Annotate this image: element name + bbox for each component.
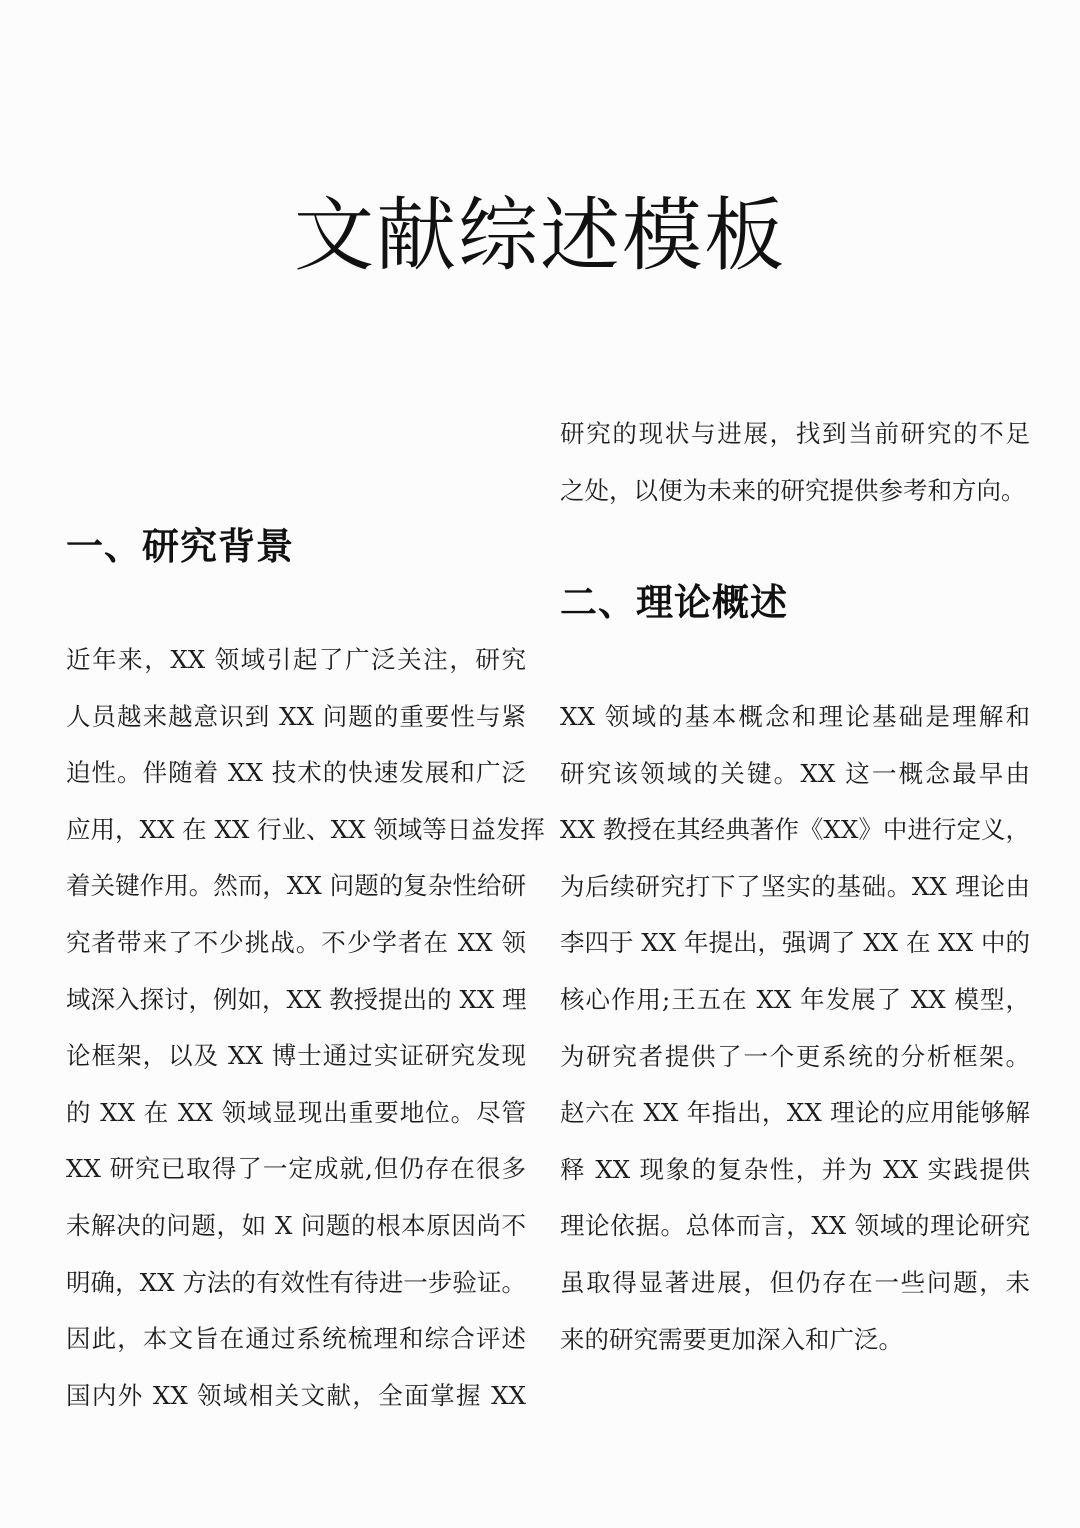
paragraph-line: 近年来，XX 领域引起了广泛关注，研究 [66, 645, 526, 674]
paragraph-line: 人员越来越意识到 XX 问题的重要性与紧 [66, 701, 526, 731]
paragraph-line: 论框架，以及 XX 博士通过实证研究发现 [66, 1041, 526, 1071]
paragraph-line: 释 XX 现象的复杂性，并为 XX 实践提供 [560, 1154, 1030, 1184]
paragraph-line: 来的研究需要更加深入和广泛。 [560, 1324, 903, 1354]
paragraph-line: 国内外 XX 领域相关文献，全面掌握 XX [66, 1380, 526, 1410]
paragraph-line: 赵六在 XX 年指出，XX 理论的应用能够解 [560, 1098, 1030, 1128]
document-title: 文献综述模板 [294, 189, 786, 282]
paragraph-line: 之处，以便为未来的研究提供参考和方向。 [560, 475, 1026, 505]
paragraph-line: XX 研究已取得了一定成就,但仍存在很多 [66, 1154, 526, 1184]
paragraph-line: 虽取得显著进展，但仍存在一些问题，未 [560, 1267, 1030, 1297]
paragraph-line: XX 教授在其经典著作《XX》中进行定义， [560, 815, 1030, 845]
paragraph-line: 为后续研究打下了坚实的基础。XX 理论由 [560, 871, 1030, 901]
paragraph-line: 未解决的问题，如 X 问题的根本原因尚不 [66, 1210, 526, 1240]
paragraph-line: 核心作用;王五在 XX 年发展了 XX 模型， [560, 984, 1030, 1014]
section-heading-theory-overview: 二、理论概述 [560, 580, 788, 624]
paragraph-line: 的 XX 在 XX 领域显现出重要地位。尽管 [66, 1097, 526, 1127]
paragraph-line: 着关键作用。然而，XX 问题的复杂性给研 [66, 871, 526, 901]
section-body-theory-overview [560, 689, 1030, 1368]
paragraph-line: 迫性。伴随着 XX 技术的快速发展和广泛 [66, 758, 526, 788]
section-body-research-background-continued [560, 406, 1030, 519]
paragraph-line: 究者带来了不少挑战。不少学者在 XX 领 [66, 927, 526, 957]
paragraph-line: 域深入探讨，例如，XX 教授提出的 XX 理 [66, 984, 527, 1014]
paragraph-line: 明确，XX 方法的有效性有待进一步验证。 [66, 1267, 526, 1297]
paragraph-line: 因此，本文旨在通过系统梳理和综合评述 [66, 1324, 526, 1354]
section-heading-research-background: 一、研究背景 [66, 524, 294, 568]
section-body-research-background [66, 632, 545, 1424]
paragraph-line: XX 领域的基本概念和理论基础是理解和 [560, 702, 1030, 731]
paragraph-line: 理论依据。总体而言，XX 领域的理论研究 [560, 1211, 1030, 1241]
paragraph-line: 研究的现状与进展，找到当前研究的不足 [560, 419, 1030, 448]
paragraph-line: 为研究者提供了一个更系统的分析框架。 [560, 1041, 1030, 1071]
paragraph-line: 李四于 XX 年提出，强调了 XX 在 XX 中的 [560, 928, 1030, 958]
paragraph-line: 应用，XX 在 XX 行业、XX 领域等日益发挥 [66, 814, 545, 844]
paragraph-line: 研究该领域的关键。XX 这一概念最早由 [560, 758, 1030, 788]
